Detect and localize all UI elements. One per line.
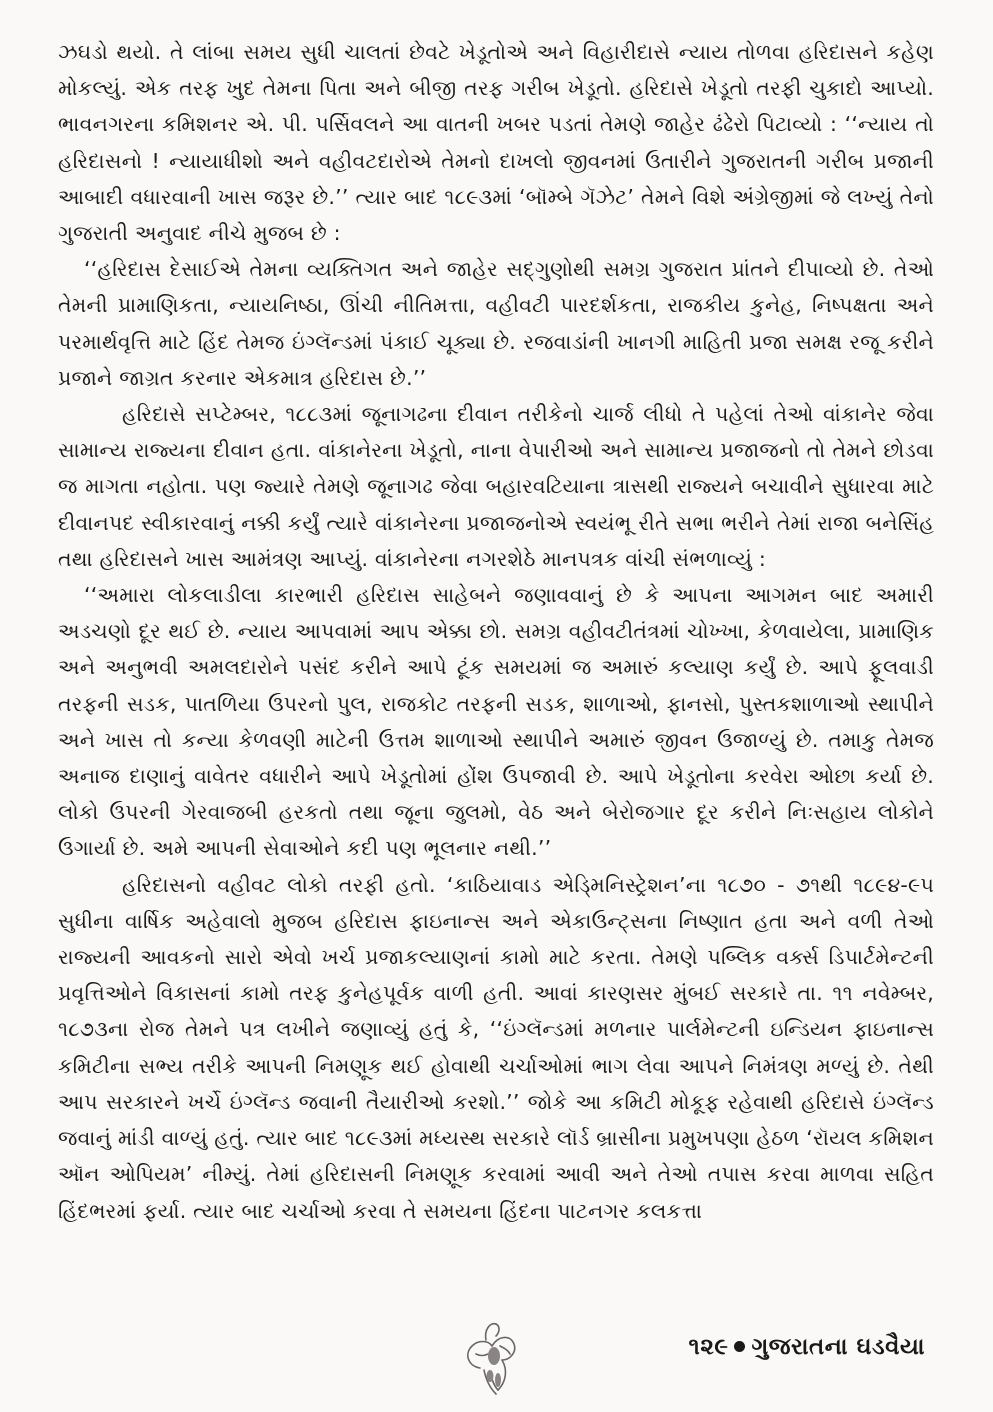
paragraph-4-quote: ‘‘અમારા લોકલાડીલા કારભારી હરિદાસ સાહેબને જણાવવાનું છે કે આપના આગમન બાદ અમારી અડચણો દૂર થઈ છે. ન્યાય આપવામાં આપ એક્કા છો. સમગ્ર વહીવટીતંત્રમાં ચોખ્ખા, કેળવાયેલા, પ્રામાણિક અને અનુભવી અમલદારોને પસંદ કરીને આપે ટૂંક સમયમાં જ અમારું કલ્યાણ કર્યું છે. આપે ફૂલવાડી તરફની સડક, પાતળિયા ઉપરનો પુલ, રાજકોટ તરફની સડક, શાળાઓ, ફાનસો, પુસ્તકશાળાઓ સ્થાપીને અને ખાસ તો કન્યા કેળવણી માટેની ઉત્તમ શાળાઓ સ્થાપીને અમારું જીવન ઉજાળ્યું છે. તમાકુ તેમજ અનાજ દાણાનું વાવેતર વધારીને આપે ખેડૂતોમાં હોંશ ઉપજાવી છે. આપે ખેડૂતોના કરવેરા ઓછા કર્યા છે. લોકો ઉપરની ગેરવાજબી હરકતો તથા જૂના જુલમો, વેઠ અને બેરોજગાર દૂર કરીને નિઃસહાય લોકોને ઉગાર્યા છે. અમે આપની સેવાઓને કદી પણ ભૂલનાર નથી.’’: [58, 583, 934, 861]
paragraph-5: હરિદાસનો વહીવટ લોકો તરફી હતો. ‘કાઠિયાવાડ એડ્મિનિસ્ટ્રેશન’ના ૧૮૭૦ - ૭૧થી ૧૮૯૪-૯૫ સુધીના વાર્ષિક અહેવાલો મુજબ હરિદાસ ફાઇનાન્સ અને એકાઉન્ટ્સના નિષ્ણાત હતા અને વળી તેઓ રાજ્યની આવકનો સારો એવો ખર્ચ પ્રજાકલ્યાણનાં કામો માટે કરતા. તેમણે પબ્લિક વર્ક્સ ડિપાર્ટમેન્ટની પ્રવૃત્તિઓને વિકાસનાં કામો તરફ કુનેહપૂર્વક વાળી હતી. આવાં કારણસર મુંબઈ સરકારે તા. ૧૧ નવેમ્બર, ૧૮૭૩ના રોજ તેમને પત્ર લખીને જણાવ્યું હતું કે, ‘‘ઇંગ્લૅન્ડમાં મળનાર પાર્લમેન્ટની ઇન્ડિયન ફાઇનાન્સ કમિટીના સભ્ય તરીકે આપની નિમણૂક થઈ હોવાથી ચર્ચાઓમાં ભાગ લેવા આપને નિમંત્રણ મળ્યું છે. તેથી આપ સરકારને ખર્ચે ઇંગ્લૅન્ડ જવાની તૈયારીઓ કરશો.’’ જોકે આ કમિટી મોકૂફ રહેવાથી હરિદાસે ઇંગ્લૅન્ડ જવાનું માંડી વાળ્યું હતું. ત્યાર બાદ ૧૮૯૩માં મધ્યસ્થ સરકારે લૉર્ડ બ્રાસીના પ્રમુખપણા હેઠળ ‘રૉયલ કમિશન ઑન ઓપિયમ’ નીમ્યું. તેમાં હરિદાસની નિમણૂક કરવામાં આવી અને તેઓ તપાસ કરવા માળવા સહિત હિંદભરમાં ફર્યા. ત્યાર બાદ ચર્ચાઓ કરવા તે સમયના હિંદના પાટનગર કલકત્તા: [58, 872, 934, 1223]
paragraph-1: ઝઘડો થયો. તે લાંબા સમય સુધી ચાલતાં છેવટે ખેડૂતોએ અને વિહારીદાસે ન્યાય તોળવા હરિદાસને કહેણ મોકલ્યું. એક તરફ ખુદ તેમના પિતા અને બીજી તરફ ગરીબ ખેડૂતો. હરિદાસે ખેડૂતો તરફી ચુકાદો આપ્યો. ભાવનગરના કમિશનર એ. પી. પર્સિવલને આ વાતની ખબર પડતાં તેમણે જાહેર ઢંઢેરો પિટાવ્યો : ‘‘ન્યાય તો હરિદાસનો ! ન્યાયાધીશો અને વહીવટદારોએ તેમનો દાખલો જીવનમાં ઉતારીને ગુજરાતની ગરીબ પ્રજાની આબાદી વધારવાની ખાસ જરૂર છે.’’ ત્યાર બાદ ૧૮૯૩માં ‘બૉમ્બે ગૅઝેટ’ તેમને વિશે અંગ્રેજીમાં જે લખ્યું તેનો ગુજરાતી અનુવાદ નીચે મુજબ છે :: [58, 40, 934, 246]
page-number: ૧૨૯: [688, 1334, 729, 1360]
page-footer: [0, 1300, 993, 1400]
footer-page-label: [689, 1334, 925, 1360]
paragraph-2-quote: ‘‘હરિદાસ દેસાઈએ તેમના વ્યક્તિગત અને જાહેર સદ્ગુણોથી સમગ્ર ગુજરાત પ્રાંતને દીપાવ્યો છે. તેઓ તેમની પ્રામાણિકતા, ન્યાયનિષ્ઠા, ઊંચી નીતિમત્તા, વહીવટી પારદર્શકતા, રાજકીય કુનેહ, નિષ્પક્ષતા અને પરમાર્થવૃત્તિ માટે હિંદ તેમજ ઇંગ્લૅન્ડમાં પંકાઈ ચૂક્યા છે. રજવાડાંની ખાનગી માહિતી પ્રજા સમક્ષ રજૂ કરીને પ્રજાને જાગ્રત કરનાર એકમાત્ર હરિદાસ છે.’’: [58, 257, 934, 390]
bullet-dot-icon: [734, 1341, 745, 1352]
paragraph-3: હરિદાસે સપ્ટેમ્બર, ૧૮૮૩માં જૂનાગઢના દીવાન તરીકેનો ચાર્જ લીધો તે પહેલાં તેઓ વાંકાનેર જેવા સામાન્ય રાજ્યના દીવાન હતા. વાંકાનેરના ખેડૂતો, નાના વેપારીઓ અને સામાન્ય પ્રજાજનો તો તેમને છોડવા જ માગતા નહોતા. પણ જ્યારે તેમણે જૂનાગઢ જેવા બહારવટિયાના ત્રાસથી રાજ્યને બચાવીને સુધારવા માટે દીવાનપદ સ્વીકારવાનું નક્કી કર્યું ત્યારે વાંકાનેરના પ્રજાજનોએ સ્વયંભૂ રીતે સભા ભરીને તેમાં રાજા બનેસિંહ તથા હરિદાસને ખાસ આમંત્રણ આપ્યું. વાંકાનેરના નગરશેઠે માનપત્રક વાંચી સંભળાવ્યું :: [58, 402, 934, 571]
decorative-figure-icon: [450, 1310, 530, 1400]
page-body: [58, 34, 934, 1324]
book-title: ગુજરાતના ઘડવૈયા: [751, 1334, 925, 1360]
